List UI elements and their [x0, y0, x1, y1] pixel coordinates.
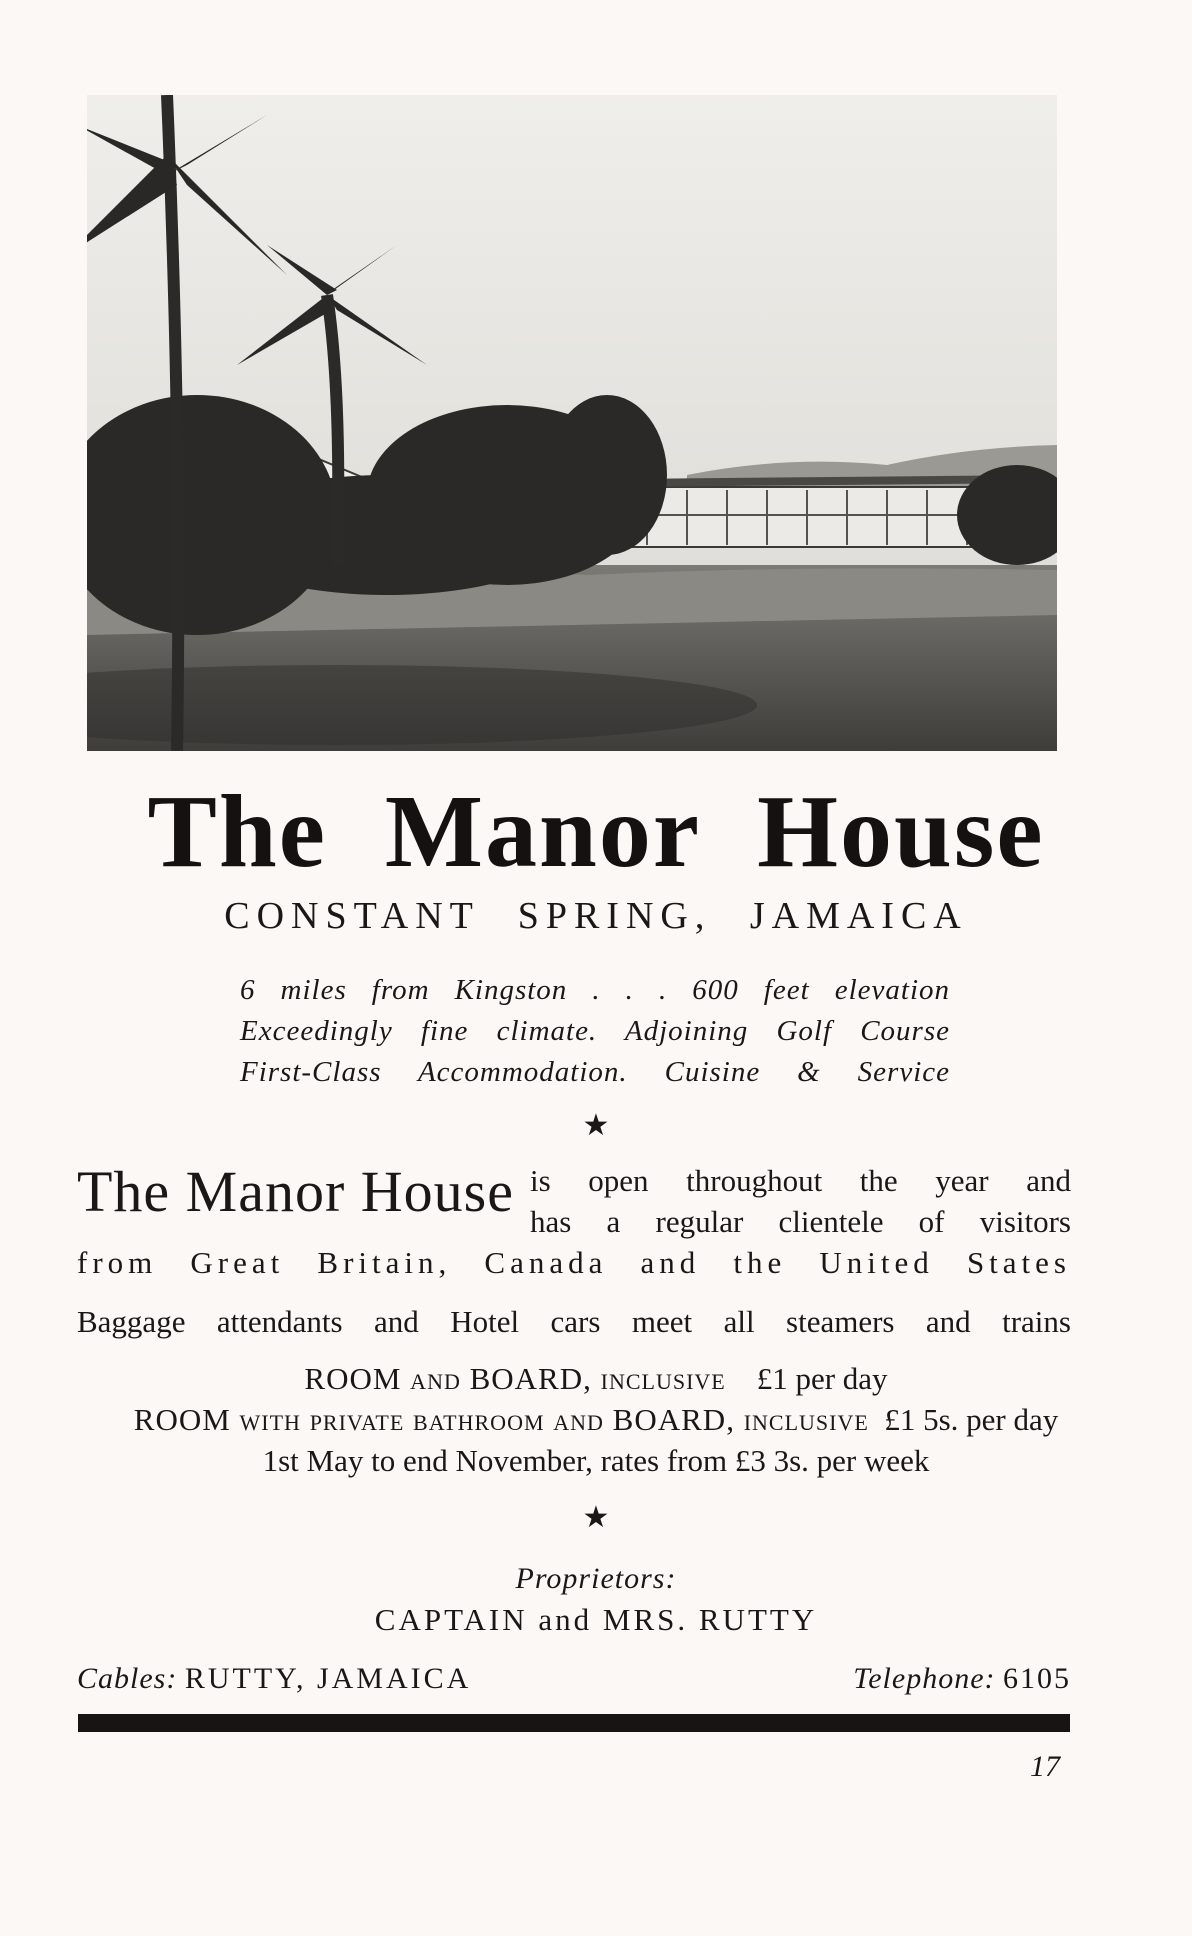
rate-price: £1 per day	[756, 1361, 888, 1396]
feature-line: 6 miles from Kingston . . . 600 feet elevation	[240, 974, 950, 1006]
proprietors-names: CAPTAIN and MRS. RUTTY	[374, 1602, 818, 1637]
rate-line	[0, 1399, 1192, 1440]
rate-label: ROOM and BOARD, inclusive	[304, 1361, 726, 1396]
rate-label: ROOM with private bathroom and BOARD, inclusive	[133, 1402, 869, 1437]
hotel-photograph	[87, 95, 1057, 751]
feature-line: First-Class Accommodation. Cuisine & Service	[240, 1056, 950, 1088]
cables-value: RUTTY, JAMAICA	[184, 1662, 472, 1695]
cables-info	[77, 1660, 471, 1698]
page-number: 17	[1030, 1750, 1060, 1783]
hotel-name-title: The Manor House	[147, 774, 1045, 889]
intro-line: is open throughout the year and	[530, 1163, 1071, 1198]
baggage-line: Baggage attendants and Hotel cars meet all steamers and trains	[77, 1304, 1071, 1339]
feature-line: Exceedingly fine climate. Adjoining Golf Course	[240, 1015, 950, 1047]
rate-line	[0, 1358, 1192, 1399]
intro-line: from Great Britain, Canada and the United States	[77, 1245, 1071, 1280]
rate-price: £1 5s. per day	[884, 1402, 1059, 1437]
intro-line: has a regular clientele of visitors	[530, 1204, 1071, 1239]
intro-paragraph	[77, 1154, 1071, 1342]
star-icon: ★	[582, 1501, 610, 1534]
proprietors-label: Proprietors:	[515, 1562, 677, 1595]
divider-rule	[78, 1714, 1070, 1732]
features-list	[240, 970, 950, 1093]
telephone-info	[853, 1660, 1071, 1698]
cables-label: Cables:	[77, 1662, 178, 1695]
star-icon: ★	[582, 1109, 610, 1142]
location-subtitle: CONSTANT SPRING, JAMAICA	[224, 895, 968, 937]
telephone-label: Telephone:	[853, 1662, 996, 1695]
telephone-value: 6105	[1003, 1662, 1071, 1695]
seasonal-rate-line: 1st May to end November, rates from £3 3s. per week	[262, 1443, 930, 1478]
rates-block	[0, 1358, 1192, 1481]
contact-line	[77, 1660, 1071, 1698]
intro-lead: The Manor House	[77, 1159, 515, 1224]
